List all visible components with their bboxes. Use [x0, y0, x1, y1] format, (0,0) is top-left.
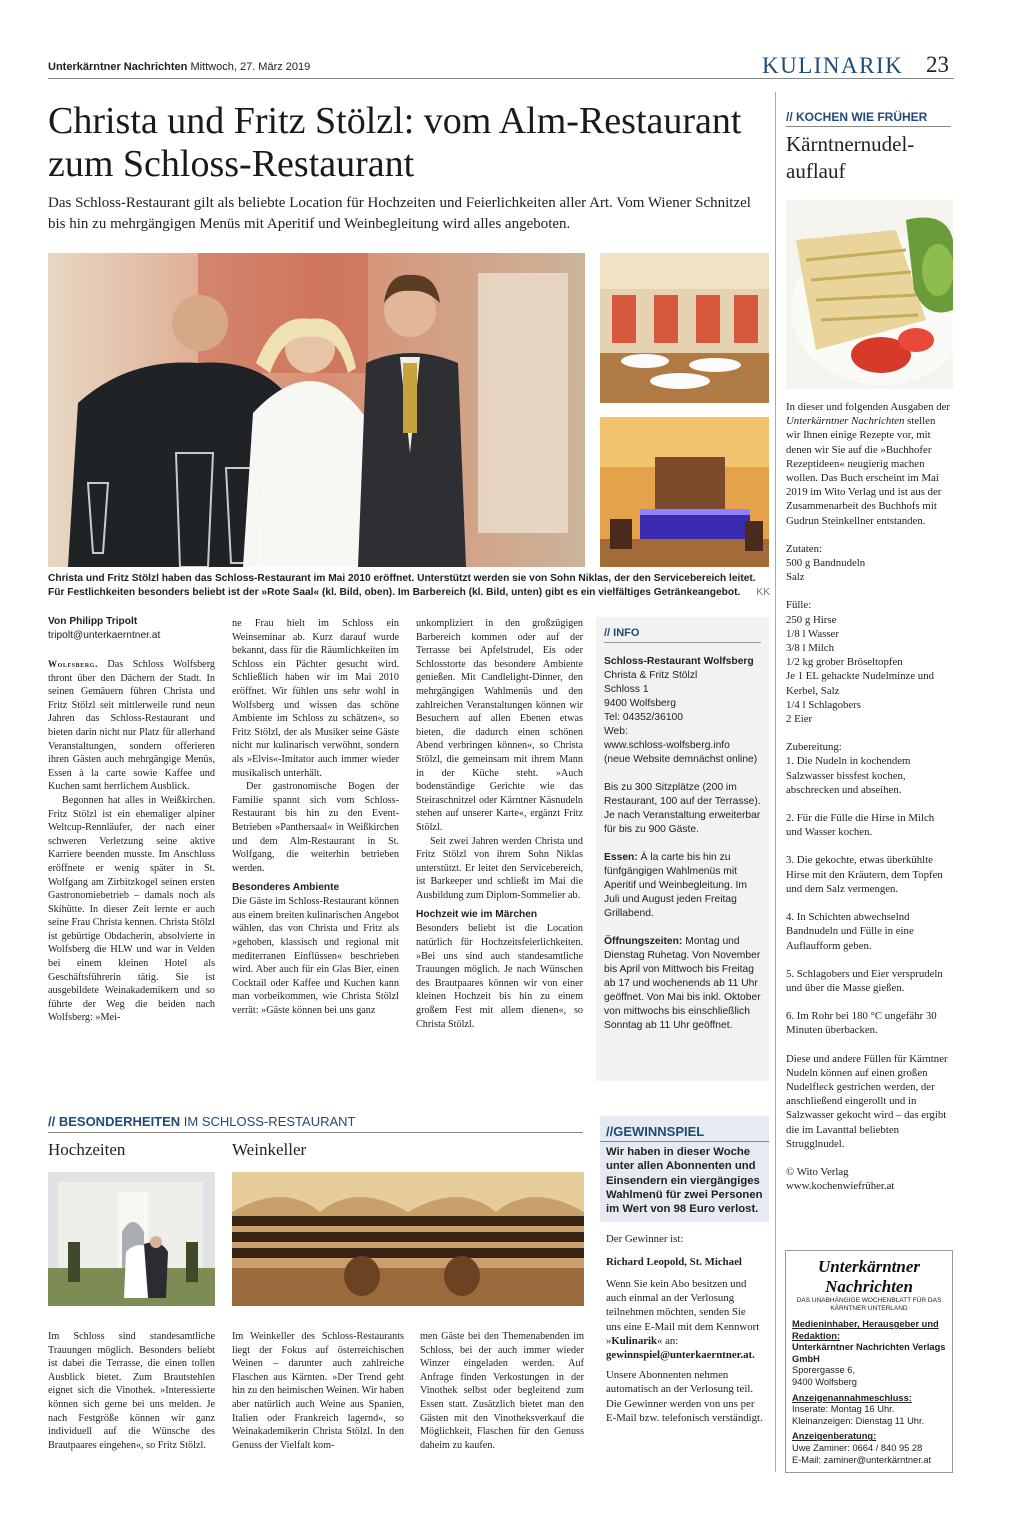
impressum-publisher: Unterkärntner Nachrichten Verlags GmbH — [792, 1342, 946, 1364]
impressum-city: 9400 Wolfsberg — [792, 1376, 857, 1387]
recipe-fuelle-item: 1/4 l Schlagobers — [786, 698, 861, 711]
section-name: KULINARIK — [762, 53, 904, 78]
recipe-fuelle-item: 250 g Hirse — [786, 613, 837, 626]
recipe-body — [786, 400, 951, 1193]
recipe-fuelle-label: Fülle: — [786, 599, 812, 612]
caption-text: Christa und Fritz Stölzl haben das Schloss-Restaurant im Mai 2010 eröffnet. Unterstützt werden sie von Sohn Niklas, der den Servicebereich leitet. Für Festlichkeiten besonders beliebt ist der »Rote Saal« (kl. Bild, oben). Im Barbereich (kl. Bild, unten) gibt es ein vielfältiges Getränkeangebot. — [48, 573, 756, 598]
recipe-step: 2. Für die Fülle die Hirse in Milch und Wasser kochen. — [786, 812, 935, 839]
recipe-zutat: Salz — [786, 571, 805, 584]
recipe-step: 4. In Schichten abwechselnd Bandnudeln und Fülle in eine Auflaufform geben. — [786, 911, 914, 952]
recipe-intro: In dieser und folgenden Ausgaben der Unterkärntner Nachrichten stellen wir Ihnen einige Rezepte vor, mit denen wir Sie auf die »Buchhofer Rezeptideen« neugierig machen wollen. Das Buch erscheint im Mai 2019 im Wito Verlag und ist aus der Zusammenarbeit des Buchhofs mit Gudrun Steinkellner entstanden. — [786, 401, 951, 527]
info-box — [596, 617, 769, 1081]
info-essen-label: Essen: — [604, 852, 638, 863]
recipe-fuelle-item: 2 Eier — [786, 713, 813, 726]
impressum-contact-email[interactable]: E-Mail: zaminer@unterkärntner.at — [792, 1454, 932, 1465]
photo-hochzeit — [48, 1172, 215, 1306]
impressum-contact-phone: Uwe Zaminer: 0664 / 840 95 28 — [792, 1442, 923, 1453]
photo-caption — [48, 572, 770, 600]
info-essen: À la carte bis hin zu fünfgängigen Wahlmenüs mit Aperitif und Weinbegleitung. Im Juli und August jeden Freitag Grillabend. — [604, 852, 747, 919]
col1-paragraph-2: Begonnen hat alles in Weißkirchen. Fritz Stölzl ist ein ehemaliger alpiner Weltcup-Rennläufer, der nach einer schweren Verletzung seine aktive Karriere beenden musste. Im Anschluss eröffnete er wenig später in St. Wolfgang am Zirbitzkogel seinen ersten Gastronomiebetrieb – damals noch als Skihütte. In dieser Zeit lernte er auch seine Frau Christa kennen. Christa Stölzl ist gebürtige Obdacherin, absolvierte in Wolfsberg die HLW und war in Velden bei einem kleinen Hotel als Geschäftsführerin tätig. Sie ist ausgebildete Weinakademikern und so führte der Weg die beiden nach Wolfsberg: »Mei- — [48, 794, 215, 1024]
weinkeller-title: Weinkeller — [232, 1140, 307, 1159]
recipe-zutat: 500 g Bandnudeln — [786, 557, 866, 570]
impressum-heading-contact: Anzeigenberatung: — [792, 1431, 877, 1442]
recipe-step: 6. Im Rohr bei 180 °C ungefähr 30 Minuten überbacken. — [786, 1010, 937, 1037]
recipe-zutaten-label: Zutaten: — [786, 542, 822, 555]
photo-rote-saal — [600, 253, 769, 403]
col3-subheading: Hochzeit wie im Märchen — [416, 909, 538, 921]
col2-paragraph-1: ne Frau hielt im Schloss ein Weinseminar ab. Kurz darauf wurde bekannt, dass für die Räumlichkeiten im Schloss ein Pächter gesucht wird. Schließlich haben wir im Mai 2010 eröffnet. Wir fühlen uns sehr wohl in Wolfsberg und wissen das schöne Ambiente im Schloss zu schätzen«, so Fritz Stölzl, der als Musiker seine Gäste nicht nur kulinarisch verwöhnt, sondern als »Elvis«-Imitator auch immer wieder musikalisch unterhält. — [232, 618, 399, 779]
author-name: Von Philipp Tripolt — [48, 616, 138, 627]
col3-paragraph-1: unkompliziert in den großzügigen Barbereich kommen oder auf der Terrasse bei Apfelstrudel, Eis oder Schlosstorte das besondere Ambiente genießen. Mit Candlelight-Dinner, den mehrgängigen Wahlmenüs und den zahlreichen Veranstaltungen können wir Besuchern auf allen Ebenen etwas bieten, die dadurch einen schönen Abend verbringen können«, so Christa Stölzl, die gemeinsam mit ihrem Mann in der Küche steht. »Auch bodenständige Gerichte wie das Steiraschnitzel oder Kärntner Käsnudeln stehen auf unserer Karte«, ergänzt Fritz Stölzl. — [416, 618, 583, 833]
gewinnspiel-kennwort: Kulinarik — [611, 1334, 658, 1347]
recipe-zubereitung-label: Zubereitung: — [786, 741, 842, 754]
hochzeiten-title: Hochzeiten — [48, 1140, 126, 1159]
recipe-fuelle-item: 1/8 l Wasser — [786, 627, 839, 640]
col3-paragraph-2: Seit zwei Jahren werden Christa und Fritz Stölzl von ihrem Sohn Niklas unterstützt. Er leitet den Servicebereich, ist Barkeeper und schließt im Mai die Ausbildung zum Diplom-Sommelier ab. — [416, 835, 583, 901]
gewinnspiel-text-2: Unsere Abonnenten nehmen automatisch an der Verlosung teil. Die Gewinner werden von uns per E-Mail bzw. telefonisch verständigt. — [606, 1369, 763, 1424]
article-column-1 — [48, 658, 215, 1025]
recipe-url[interactable]: www.kochenwiefrüher.at — [786, 1180, 895, 1193]
recipe-step: 3. Die gekochte, etwas überkühlte Hirse mit den Kräutern, dem Topfen und dem Salz vermengen. — [786, 854, 943, 895]
col3-paragraph-3: Besonders beliebt ist die Location natürlich für Hochzeitsfeierlichkeiten. »Bei uns sind auch standesamtliche Trauungen möglich. Je nach Wünschen des Brautpaares können wir von einer kleinen Hochzeit bis hin zu einem großem Fest mit allem dienen«, so Christa Stölzl. — [416, 923, 583, 1030]
article-lead: Das Schloss-Restaurant gilt als beliebte Location für Hochzeiten und Feierlichkeiten aller Art. Vom Wiener Schnitzel bis hin zu mehrgängigen Menüs mit Aperitif und Weinbegleitung wird alles angeboten. — [48, 195, 751, 232]
recipe-title: Kärntnernudel-auflauf — [786, 132, 915, 183]
recipe-step: 1. Die Nudeln in kochendem Salzwasser bissfest kochen, abschrecken und abseihen. — [786, 755, 911, 796]
recipe-copyright: © Wito Verlag — [786, 1165, 849, 1178]
article-title: Christa und Fritz Stölzl: vom Alm-Restaurant zum Schloss-Restaurant — [48, 100, 742, 185]
info-city: 9400 Wolfsberg — [604, 698, 676, 709]
recipe-step: 5. Schlagobers und Eier versprudeln und über die Masse gießen. — [786, 967, 943, 994]
weinkeller-text-1: Im Weinkeller des Schloss-Restaurants liegt der Fokus auf österreichischen Weinen – darunter auch zahlreiche Flaschen aus Kärnten. »Der Trend geht hin zu den heimischen Weinen. Wir haben aber natürlich auch Weine aus Spanien, Italien oder Frankreich lagernd«, so Weinakademikerin Christa Stölzl. In den Genuss der Vielfalt kom- — [232, 1331, 404, 1451]
main-photo-family — [48, 253, 585, 567]
impressum-heading-deadlines: Anzeigenannahmeschluss: — [792, 1392, 912, 1403]
running-header — [48, 61, 768, 73]
column-divider — [775, 92, 776, 1472]
info-hours-label: Öffnungszeiten: — [604, 936, 683, 947]
paper-name: Unterkärntner Nachrichten — [48, 61, 188, 73]
photo-bar — [600, 417, 769, 567]
header-rule — [48, 78, 954, 79]
info-hours: Montag und Dienstag Ruhetag. Von November bis April von Mittwoch bis Freitag ab 17 und wochenends ab 11 Uhr geöffnet. Von Mai bis inkl. Oktober von mittwochs bis einschließlich Sonntag ab 11 Uhr geöffnet. — [604, 936, 761, 1031]
gewinnspiel-winner-intro: Der Gewinner ist: — [606, 1233, 684, 1246]
impressum-box — [785, 1250, 953, 1473]
col2-paragraph-3: Die Gäste im Schloss-Restaurant können aus einem breiten kulinarischen Angebot wählen, das von Christa und Fritz als »gehoben, klassisch und regional mit mediterranen Einflüssen« beschrieben wird. Aber auch für ein Glas Bier, einen Cocktail oder Kaffee und Kuchen kann man vorbeikommen, wie Christa Stölzl verrät: »Gäste können bei uns ganz — [232, 896, 399, 1017]
info-phone: Tel: 04352/36100 — [604, 712, 684, 723]
photo-weinkeller — [232, 1172, 584, 1306]
gewinnspiel-text-1b: « an: — [657, 1334, 679, 1347]
info-capacity: Bis zu 300 Sitzplätze (200 im Restaurant, 100 auf der Terrasse). Je nach Veranstaltung erweiterbar für bis zu 900 Gäste. — [604, 782, 761, 835]
page-number: 23 — [926, 52, 949, 77]
besonderheiten-sublabel: IM SCHLOSS-RESTAURANT — [180, 1114, 356, 1129]
recipe-fuelle-item: Je 1 EL gehackte Nudelminze und Kerbel, Salz — [786, 670, 935, 697]
recipe-fuelle-item: 3/8 l Milch — [786, 642, 834, 655]
impressum-classified-deadline: Kleinanzeigen: Dienstag 11 Uhr. — [792, 1415, 925, 1426]
besonderheiten-header — [48, 1114, 583, 1133]
weinkeller-text-2: men Gäste bei den Themenabenden im Schloss, bei der auch immer wieder Winzer eingeladen werden. Auf Anfrage finden Verkostungen in der Vinothek selbst oder begleitend zum Essen statt. Zusätzlich bietet man den Gästen mit den Vinotheksverkauf die Möglichkeit, Flaschen für den Genuss daheim zu kaufen. — [420, 1331, 584, 1451]
article-column-3 — [416, 617, 583, 1031]
gewinnspiel-headline: Wir haben in dieser Woche unter allen Abonnenten und Einsendern ein viergängiges Wahlmenü für zwei Personen im Wert von 98 Euro verlost. — [600, 1142, 769, 1222]
recipe-outro: Diese und andere Füllen für Kärntner Nudeln können auf einen großen Nudelfleck gestrichen werden, der anschließend eingerollt und in Salzwasser gekocht wird – das ergibt die im Lavanttal beliebten Strugglnudel. — [786, 1052, 948, 1150]
hochzeiten-text: Im Schloss sind standesamtliche Trauungen möglich. Besonders beliebt ist dabei die Terrasse, die einen tollen Ausblick bietet. Zum Brautstehlen eignet sich die Vinothek. »Interessierte können sich gerne bei uns melden. Je nach Festgröße können wir ganz individuell auf die Wünsche des Brautpaares eingehen«, so Fritz Stölzl. — [48, 1331, 215, 1451]
impressum-heading-publisher: Medieninhaber, Herausgeber und Redaktion: — [792, 1319, 939, 1341]
issue-date: Mittwoch, 27. März 2019 — [190, 61, 311, 73]
gewinnspiel-box — [600, 1116, 769, 1425]
dateline: Wolfsberg. — [48, 659, 98, 669]
col2-paragraph-2: Der gastronomische Bogen der Familie spannt sich vom Schloss-Restaurant bis hin zu den Event-Betrieben »Panthersaal« in Weißkirchen und dem Alm-Restaurant in St. Wolfgang, die weiterhin betrieben werden. — [232, 781, 399, 874]
gewinnspiel-email[interactable]: gewinnspiel@unterkaerntner.at. — [606, 1348, 755, 1361]
gewinnspiel-label: //GEWINNSPIEL — [600, 1116, 769, 1142]
impressum-masthead: Unterkärntner Nachrichten — [817, 1257, 921, 1296]
byline — [48, 615, 215, 643]
col1-paragraph-1: Das Schloss Wolfsberg thront über den Dächern der Stadt. In seinen Gemäuern führen Christa und Fritz Stölzl seit mittlerweile rund neun Jahren das Schloss-Restaurant und bieten darin nicht nur Platz für allerhand Veranstaltungen, sondern offerieren ihren Gästen auch mehrgängige Menüs, Essen à la carte sowie Kaffee und Kuchen samt herrlichem Ausblick. — [48, 659, 215, 793]
info-name: Schloss-Restaurant Wolfsberg — [604, 656, 754, 667]
info-web-link[interactable]: www.schloss-wolfsberg.info — [604, 740, 730, 751]
impressum-street: Sporergasse 6, — [792, 1365, 856, 1376]
recipe-label: // KOCHEN WIE FRÜHER — [786, 110, 951, 127]
info-street: Schloss 1 — [604, 684, 649, 695]
photo-nudelauflauf — [786, 200, 953, 389]
photo-credit: KK — [756, 587, 770, 598]
article-column-2 — [232, 617, 399, 1018]
gewinnspiel-winner: Richard Leopold, St. Michael — [606, 1255, 742, 1268]
recipe-fuelle-item: 1/2 kg grober Bröseltopfen — [786, 656, 903, 669]
impressum-ads-deadline: Inserate: Montag 16 Uhr. — [792, 1404, 895, 1415]
info-owners: Christa & Fritz Stölzl — [604, 670, 698, 681]
besonderheiten-label: // BESONDERHEITEN — [48, 1114, 181, 1129]
impressum-tagline: DAS UNABHÄNGIGE WOCHENBLATT FÜR DAS KÄRNTNER UNTERLAND — [796, 1297, 942, 1312]
author-email[interactable]: tripolt@unterkaerntner.at — [48, 630, 161, 641]
gewinnspiel-text-1: Wenn Sie kein Abo besitzen und auch einmal an der Verlosung teilnehmen möchten, senden Sie uns eine E-Mail mit dem Kennwort » — [606, 1277, 760, 1347]
recipe-intro-paper: Unterkärntner Nachrichten — [786, 415, 905, 428]
info-web-label: Web: — [604, 726, 628, 737]
info-label: // INFO — [604, 627, 761, 643]
info-web-note: (neue Website demnächst online) — [604, 754, 758, 765]
col2-subheading: Besonderes Ambiente — [232, 882, 340, 894]
